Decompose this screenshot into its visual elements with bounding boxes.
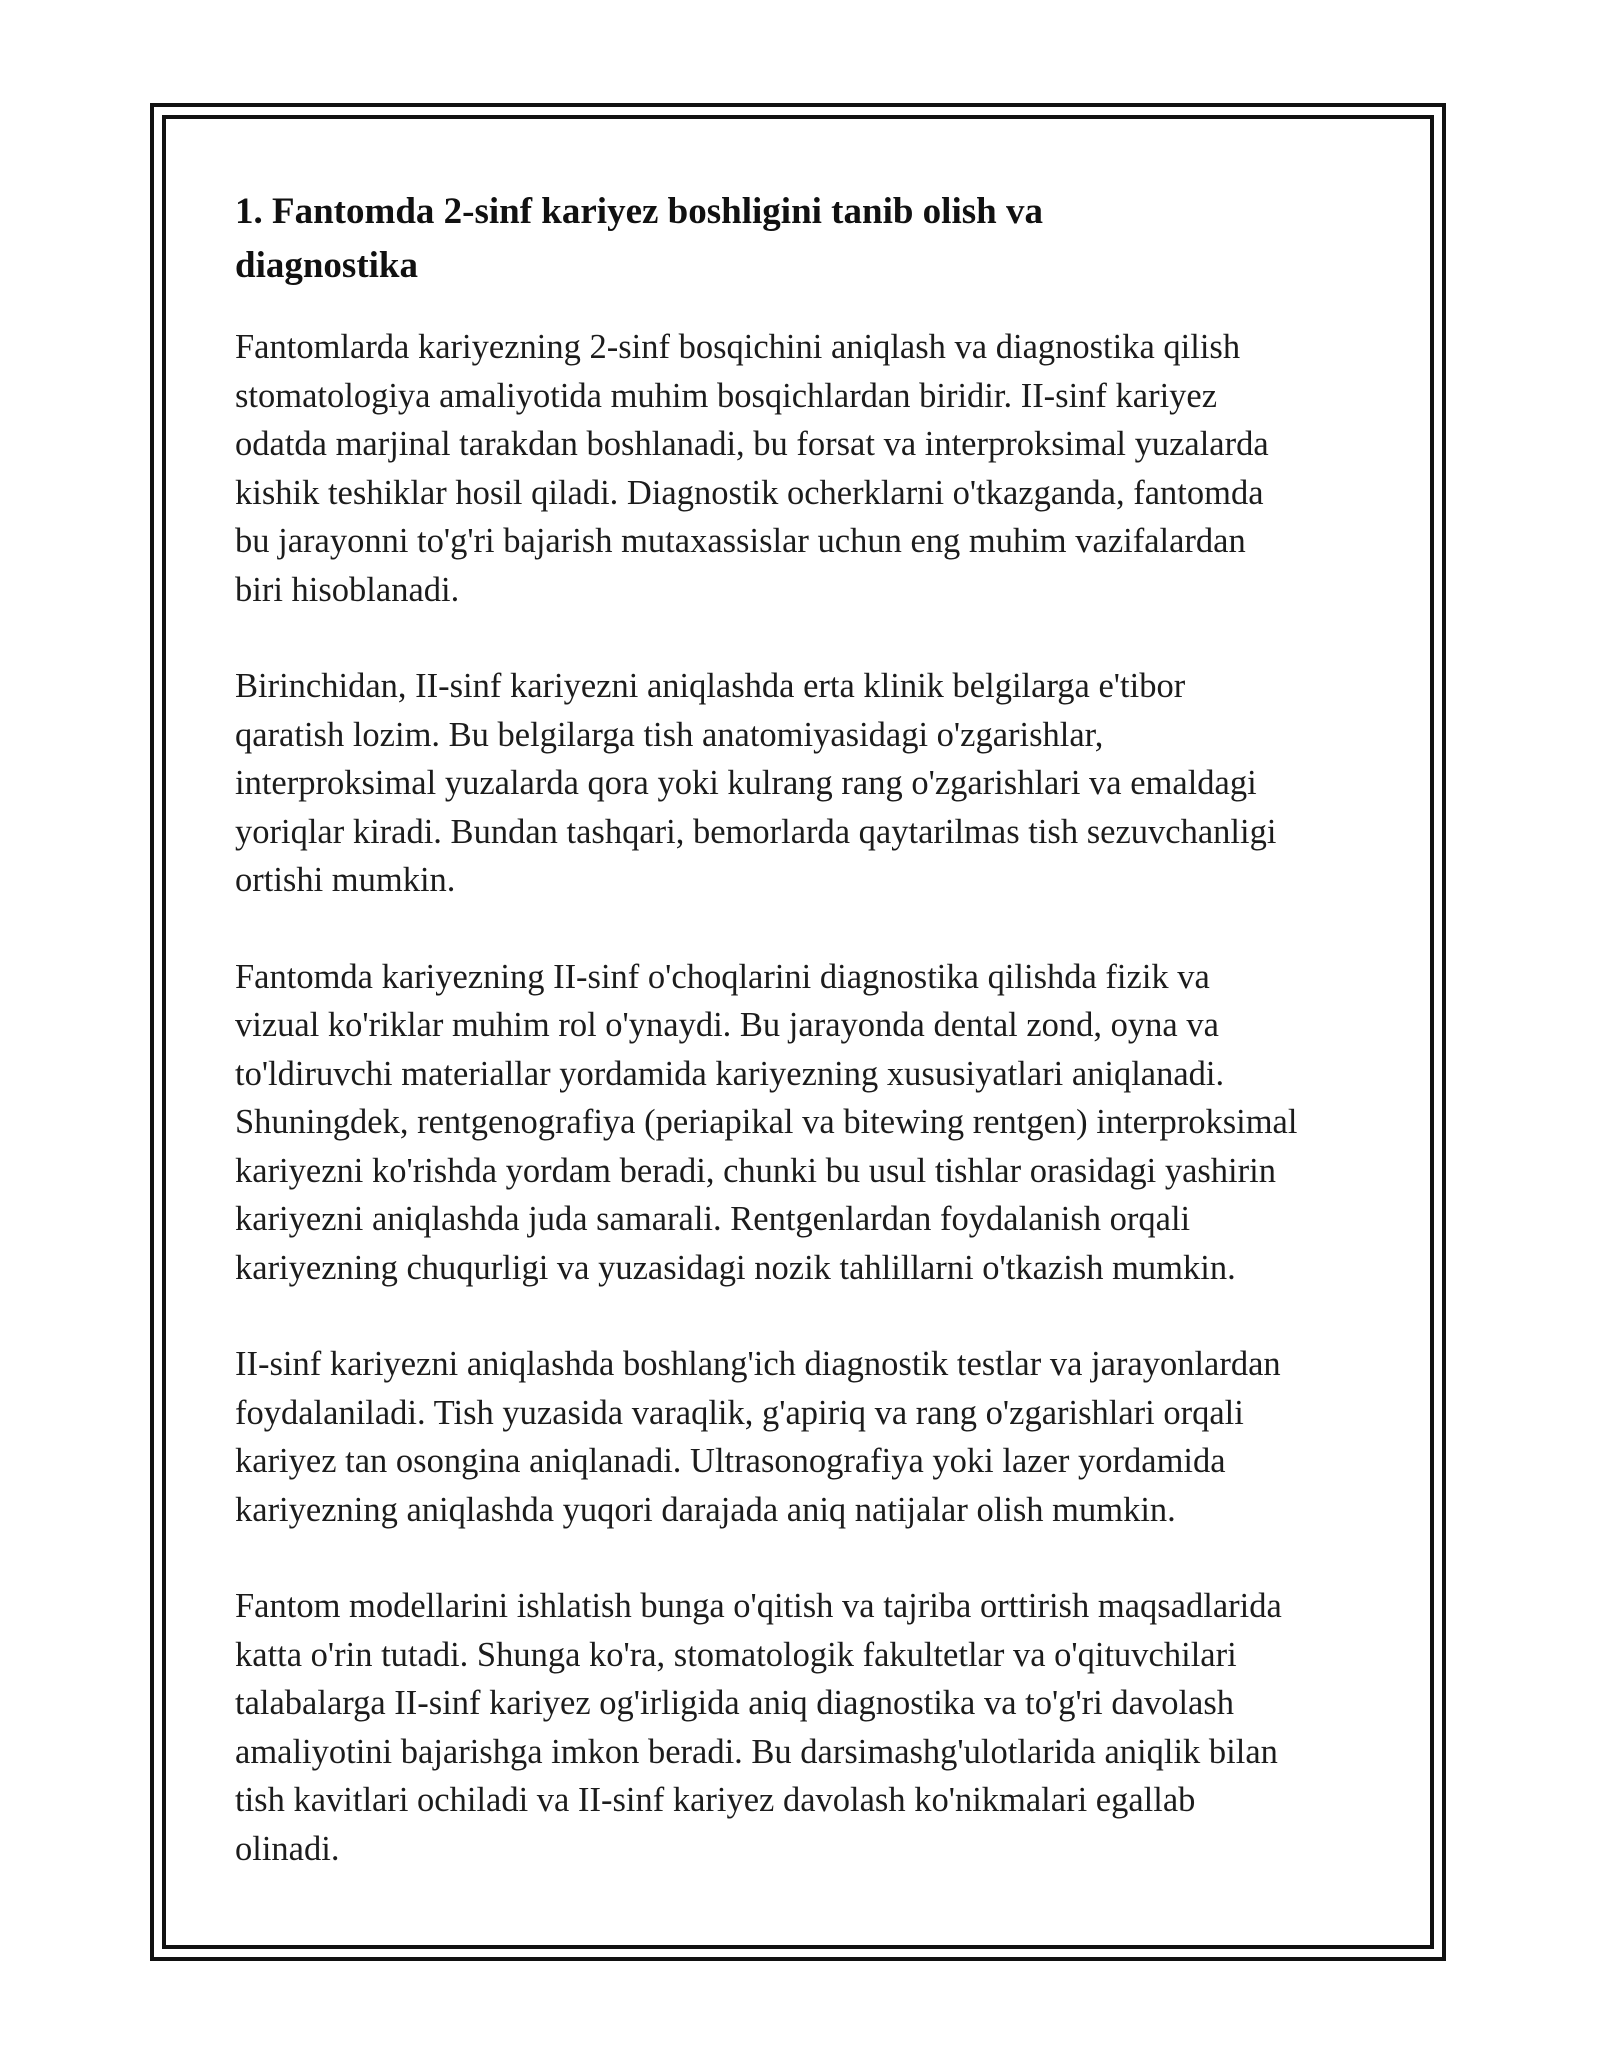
text-line: kariyezning aniqlashda yuqori darajada aniq natijalar olish mumkin. (235, 1490, 1176, 1529)
text-line: biri hisoblanadi. (235, 570, 460, 609)
text-line: kariyezning chuqurligi va yuzasidagi nozik tahlillarni o'tkazish mumkin. (235, 1248, 1236, 1287)
text-line: II-sinf kariyezni aniqlashda boshlang'ich diagnostik testlar va jarayonlardan (235, 1345, 1281, 1383)
document-content (235, 185, 1375, 1921)
text-line: amaliyotini bajarishga imkon beradi. Bu darsimashg'ulotlarida aniqlik bilan (235, 1732, 1278, 1771)
text-line: olinadi. (235, 1829, 340, 1868)
heading-line: diagnostika (235, 245, 419, 286)
text-line: Fantomda kariyezning II-sinf o'choqlarini diagnostika qilishda fizik va (235, 957, 1210, 996)
text-line: kariyezni ko'rishda yordam beradi, chunki bu usul tishlar orasidagi yashirin (235, 1151, 1276, 1190)
text-line: yoriqlar kiradi. Bundan tashqari, bemorlarda qaytarilmas tish sezuvchanligi (235, 812, 1277, 851)
text-line: kishik teshiklar hosil qiladi. Diagnostik ocherklarni o'tkazganda, fantomda (235, 473, 1264, 512)
text-line: foydalaniladi. Tish yuzasida varaqlik, g'apiriq va rang o'zgarishlari orqali (235, 1393, 1244, 1432)
text-line: to'ldiruvchi materiallar yordamida kariyezning xususiyatlari aniqlanadi. (235, 1054, 1225, 1093)
text-line: Fantomlarda kariyezning 2-sinf bosqichini aniqlash va diagnostika qilish (235, 328, 1241, 366)
paragraph (235, 1340, 1375, 1534)
text-line: Shuningdek, rentgenografiya (periapikal va bitewing rentgen) interproksimal (235, 1103, 1298, 1141)
text-line: kariyezni aniqlashda juda samarali. Rentgenlardan foydalanish orqali (235, 1200, 1191, 1238)
paragraph (235, 953, 1375, 1293)
paragraph (235, 662, 1375, 905)
document-heading (235, 185, 1375, 293)
text-line: tish kavitlari ochiladi va II-sinf kariyez davolash ko'nikmalari egallab (235, 1781, 1196, 1819)
text-line: Fantom modellarini ishlatish bunga o'qitish va tajriba orttirish maqsadlarida (235, 1587, 1282, 1625)
text-line: katta o'rin tutadi. Shunga ko'ra, stomatologik fakultetlar va o'qituvchilari (235, 1635, 1237, 1674)
text-line: ortishi mumkin. (235, 861, 456, 899)
text-line: stomatologiya amaliyotida muhim bosqichlardan biridir. II-sinf kariyez (235, 376, 1218, 415)
text-line: kariyez tan osongina aniqlanadi. Ultrasonografiya yoki lazer yordamida (235, 1442, 1226, 1480)
text-line: qaratish lozim. Bu belgilarga tish anatomiyasidagi o'zgarishlar, (235, 715, 1104, 754)
text-line: odatda marjinal tarakdan boshlanadi, bu forsat va interproksimal yuzalarda (235, 425, 1269, 463)
text-line: vizual ko'riklar muhim rol o'ynaydi. Bu jarayonda dental zond, oyna va (235, 1006, 1219, 1044)
paragraph (235, 1582, 1375, 1873)
text-line: bu jarayonni to'g'ri bajarish mutaxassislar uchun eng muhim vazifalardan (235, 522, 1246, 560)
heading-line: 1. Fantomda 2-sinf kariyez boshligini tanib olish va (235, 191, 1043, 232)
text-line: interproksimal yuzalarda qora yoki kulrang rang o'zgarishlari va emaldagi (235, 764, 1257, 802)
text-line: Birinchidan, II-sinf kariyezni aniqlashda erta klinik belgilarga e'tibor (235, 667, 1186, 705)
text-line: talabalarga II-sinf kariyez og'irligida aniq diagnostika va to'g'ri davolash (235, 1684, 1235, 1722)
paragraph (235, 323, 1375, 614)
